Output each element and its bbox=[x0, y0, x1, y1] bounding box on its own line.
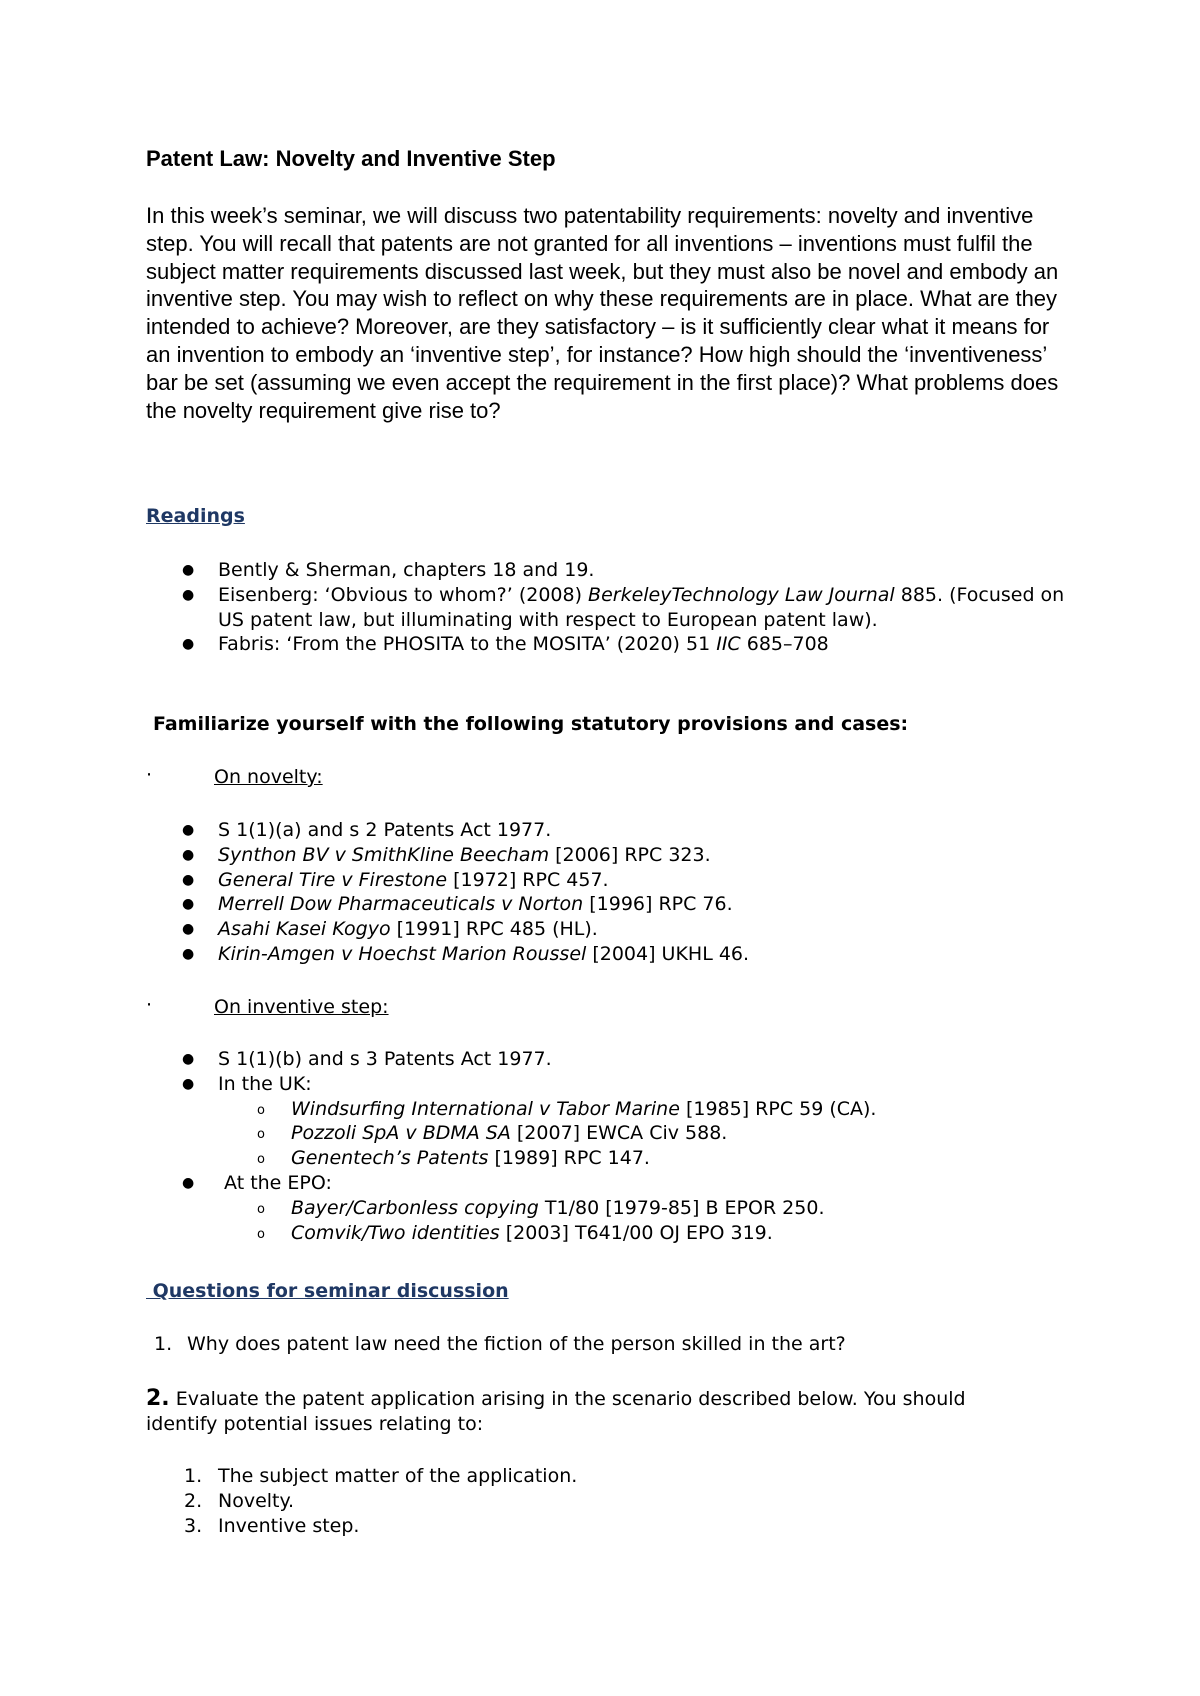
circle-bullet-icon: o bbox=[257, 1127, 265, 1143]
list-item: ● Eisenberg: ‘Obvious to whom?’ (2008) BerkeleyTechnology Law Journal 885. (Focused on US patent law, but illuminating with respect to European patent law). bbox=[182, 583, 1065, 631]
inventive-label: On inventive step: bbox=[214, 996, 389, 1018]
bullet-icon: ● bbox=[182, 921, 195, 938]
list-item: ● In the UK: o Windsurfing International v Tabor Marine [1985] RPC 59 (CA). o Pozzoli SpA v BDMA SA [2007] EWCA Civ 588. o Genentech’s Patents [1989] RPC 147. bbox=[146, 1072, 1106, 1171]
question-2 bbox=[146, 1386, 1026, 1437]
uk-sublist bbox=[218, 1097, 1106, 1171]
epo-sublist bbox=[218, 1196, 1106, 1246]
question-number: 1. bbox=[154, 1333, 173, 1355]
sub-list-item: o Genentech’s Patents [1989] RPC 147. bbox=[146, 1146, 1106, 1171]
inventive-list bbox=[146, 1047, 1106, 1245]
sub-list-item: o Comvik/Two identities [2003] T641/00 OJ EPO 319. bbox=[146, 1221, 1106, 1246]
bullet-icon: ● bbox=[182, 1174, 195, 1191]
sub-list-item: o Bayer/Carbonless copying T1/80 [1979-85] B EPOR 250. bbox=[146, 1196, 1106, 1221]
question-number: 2. bbox=[146, 1386, 170, 1411]
bullet-icon: ● bbox=[182, 896, 195, 913]
list-item: ● General Tire v Firestone [1972] RPC 457. bbox=[182, 868, 609, 891]
circle-bullet-icon: o bbox=[257, 1226, 265, 1242]
sub-list-item: o Pozzoli SpA v BDMA SA [2007] EWCA Civ 588. bbox=[146, 1121, 1106, 1146]
list-item: ● S 1(1)(b) and s 3 Patents Act 1977. bbox=[182, 1048, 552, 1070]
bullet-icon: ● bbox=[182, 586, 195, 603]
intro-paragraph: In this week’s seminar, we will discuss two patentability requirements: novelty and inventive step. You will recall that patents are not granted for all inventions – inventions must fulfil the subject matter requirements discussed last week, but they must also be novel and embody an inventive step. You may wish to reflect on why these requirements are in place. What are they intended to achieve? Moreover, are they satisfactory – is it sufficiently clear what it means for an invention to embody an ‘inventive step’, for instance? How high should the ‘inventiveness’ bar be set (assuming we even accept the requirement in the first place)? What problems does the novelty requirement give rise to? bbox=[146, 203, 1059, 423]
circle-bullet-icon: o bbox=[257, 1152, 265, 1168]
dot-icon: · bbox=[146, 764, 153, 786]
circle-bullet-icon: o bbox=[257, 1102, 265, 1118]
question-text: Why does patent law need the fiction of the person skilled in the art? bbox=[187, 1333, 846, 1355]
list-item: ● Fabris: ‘From the PHOSITA to the MOSITA’ (2020) 51 IIC 685–708 bbox=[182, 633, 829, 656]
readings-heading[interactable]: Readings bbox=[146, 505, 245, 527]
questions-heading[interactable]: Questions for seminar discussion bbox=[146, 1280, 509, 1302]
novelty-label: On novelty: bbox=[214, 766, 323, 788]
list-item: ● S 1(1)(a) and s 2 Patents Act 1977. bbox=[182, 819, 552, 841]
bullet-icon: ● bbox=[182, 636, 195, 653]
circle-bullet-icon: o bbox=[257, 1201, 265, 1217]
list-item: ● At the EPO: o Bayer/Carbonless copying T1/80 [1979-85] B EPOR 250. o Comvik/Two identities [2003] T641/00 OJ EPO 319. bbox=[146, 1171, 1106, 1245]
page-title: Patent Law: Novelty and Inventive Step bbox=[146, 146, 556, 171]
dot-icon: · bbox=[146, 994, 153, 1016]
bullet-icon: ● bbox=[182, 871, 195, 888]
question-text: Evaluate the patent application arising in the scenario described below. You should identify potential issues relating to: bbox=[146, 1388, 966, 1435]
list-item: ● Synthon BV v SmithKline Beecham [2006] RPC 323. bbox=[182, 843, 711, 866]
bullet-icon: ● bbox=[182, 846, 195, 863]
bullet-icon: ● bbox=[182, 1051, 195, 1067]
list-item: 1. The subject matter of the application. bbox=[184, 1465, 578, 1487]
list-item: ● Merrell Dow Pharmaceuticals v Norton [1996] RPC 76. bbox=[182, 893, 733, 916]
list-item: 3. Inventive step. bbox=[184, 1514, 360, 1537]
list-item: ● Bently & Sherman, chapters 18 and 19. bbox=[182, 559, 595, 581]
readings-list bbox=[146, 558, 1066, 657]
bullet-icon: ● bbox=[182, 1075, 195, 1092]
list-item: ● Asahi Kasei Kogyo [1991] RPC 485 (HL). bbox=[182, 918, 598, 941]
sub-list-item: o Windsurfing International v Tabor Marine [1985] RPC 59 (CA). bbox=[146, 1097, 1106, 1122]
bullet-icon: ● bbox=[182, 822, 195, 838]
novelty-list bbox=[146, 818, 1066, 967]
bullet-icon: ● bbox=[182, 562, 195, 578]
list-item: 2. Novelty. bbox=[184, 1489, 295, 1512]
familiarize-heading: Familiarize yourself with the following statutory provisions and cases: bbox=[153, 713, 909, 735]
question-2-list bbox=[146, 1464, 1046, 1538]
bullet-icon: ● bbox=[182, 945, 195, 962]
list-item: ● Kirin-Amgen v Hoechst Marion Roussel [2004] UKHL 46. bbox=[182, 942, 750, 965]
